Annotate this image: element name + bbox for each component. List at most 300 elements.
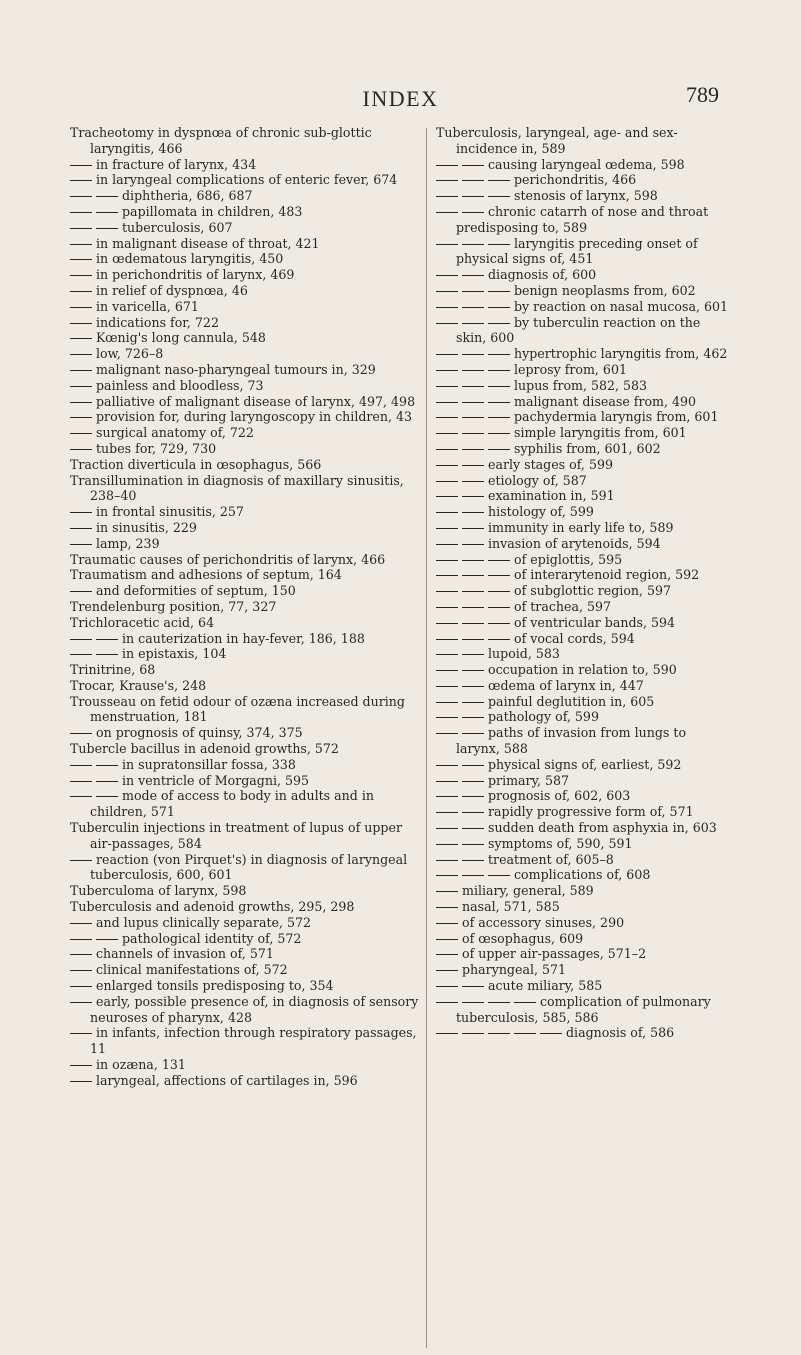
entry-text: early stages of, 599 — [488, 456, 613, 472]
index-subentry — [70, 188, 425, 204]
index-subentry — [70, 409, 425, 425]
entry-dash-leader — [436, 678, 488, 693]
entry-text: diagnosis of, 600 — [488, 267, 597, 283]
index-entry — [70, 473, 425, 505]
index-subentry — [70, 520, 425, 536]
entry-text: sudden death from asphyxia in, 603 — [488, 820, 717, 836]
entry-text: Tuberculosis and adenoid growths, 295, 298 — [70, 899, 355, 915]
entry-text: of vocal cords, 594 — [514, 630, 635, 646]
index-subentry — [70, 978, 425, 994]
entry-dash-leader — [70, 330, 96, 345]
index-subentry — [436, 204, 733, 236]
entry-text: in perichondritis of larynx, 469 — [96, 267, 295, 283]
index-entry — [70, 552, 425, 568]
entry-text: miliary, general, 589 — [462, 883, 594, 899]
entry-dash-leader — [70, 520, 96, 535]
entry-text: hypertrophic laryngitis from, 462 — [514, 346, 728, 362]
entry-dash-leader — [70, 583, 96, 598]
entry-text: lupus from, 582, 583 — [514, 377, 648, 393]
entry-text: examination in, 591 — [488, 488, 615, 504]
entry-dash-leader — [436, 283, 514, 298]
entry-text: immunity in early life to, 589 — [488, 519, 674, 535]
index-subentry — [436, 631, 733, 647]
entry-text: in epistaxis, 104 — [122, 646, 227, 662]
index-entry — [70, 567, 425, 583]
entry-text: in varicella, 671 — [96, 298, 199, 314]
entry-dash-leader — [70, 725, 96, 740]
index-entry — [70, 615, 425, 631]
entry-text: lamp, 239 — [96, 535, 160, 551]
entry-text: papillomata in children, 483 — [122, 203, 303, 219]
entry-text: Tubercle bacillus in adenoid growths, 572 — [70, 741, 339, 757]
index-subentry — [70, 299, 425, 315]
entry-text: simple laryngitis from, 601 — [514, 425, 687, 441]
entry-dash-leader — [70, 362, 96, 377]
entry-dash-leader — [436, 299, 514, 314]
entry-dash-leader — [70, 409, 96, 424]
index-subentry — [70, 236, 425, 252]
index-subentry — [436, 599, 733, 615]
index-subentry — [436, 441, 733, 457]
entry-text: surgical anatomy of, 722 — [96, 425, 254, 441]
entry-dash-leader — [436, 915, 462, 930]
entry-text: low, 726–8 — [96, 346, 164, 362]
index-subentry — [436, 978, 733, 994]
entry-text: laryngeal, affections of cartilages in, 596 — [96, 1072, 358, 1088]
entry-text: invasion of arytenoids, 594 — [488, 535, 661, 551]
index-subentry — [436, 267, 733, 283]
index-subentry — [70, 757, 425, 773]
entry-dash-leader — [436, 488, 488, 503]
entry-dash-leader — [70, 773, 122, 788]
entry-text: enlarged tonsils predisposing to, 354 — [96, 978, 334, 994]
index-column-left — [70, 125, 425, 1089]
entry-dash-leader — [436, 931, 462, 946]
entry-dash-leader — [70, 441, 96, 456]
index-entry — [70, 741, 425, 757]
entry-dash-leader — [70, 157, 96, 172]
entry-dash-leader — [436, 615, 514, 630]
entry-text: Tracheotomy in dyspnœa of chronic sub-glottic laryngitis, 466 — [70, 125, 372, 156]
index-subentry — [436, 504, 733, 520]
index-subentry — [70, 536, 425, 552]
entry-dash-leader — [436, 552, 514, 567]
index-subentry — [70, 962, 425, 978]
entry-text: of accessory sinuses, 290 — [462, 914, 625, 930]
entry-text: in relief of dyspnœa, 46 — [96, 282, 248, 298]
entry-dash-leader — [70, 267, 96, 282]
entry-dash-leader — [436, 409, 514, 424]
index-subentry — [70, 157, 425, 173]
index-subentry — [70, 220, 425, 236]
entry-text: diagnosis of, 586 — [566, 1025, 675, 1041]
index-entry — [70, 883, 425, 899]
entry-dash-leader — [70, 204, 122, 219]
entry-text: palliative of malignant disease of larynx, 497, 498 — [96, 393, 416, 409]
index-entry — [70, 820, 425, 852]
entry-dash-leader — [70, 220, 122, 235]
entry-text: Traumatism and adhesions of septum, 164 — [70, 567, 342, 583]
index-subentry — [70, 378, 425, 394]
index-subentry — [70, 631, 425, 647]
entry-dash-leader — [70, 346, 96, 361]
entry-text: in supratonsillar fossa, 338 — [122, 756, 296, 772]
page-number: 789 — [686, 82, 719, 107]
index-subentry — [70, 267, 425, 283]
entry-dash-leader — [436, 204, 488, 219]
index-subentry — [436, 615, 733, 631]
entry-text: complications of, 608 — [514, 867, 651, 883]
entry-text: syphilis from, 601, 602 — [514, 440, 661, 456]
entry-dash-leader — [436, 520, 488, 535]
entry-dash-leader — [70, 915, 96, 930]
index-subentry — [70, 788, 425, 820]
index-subentry — [70, 1057, 425, 1073]
entry-text: pharyngeal, 571 — [462, 962, 567, 978]
index-subentry — [436, 931, 733, 947]
entry-text: by tuberculin reaction on the skin, 600 — [456, 314, 701, 346]
entry-dash-leader — [436, 773, 488, 788]
entry-text: in ventricle of Morgagni, 595 — [122, 772, 310, 788]
entry-text: Trendelenburg position, 77, 327 — [70, 598, 277, 614]
entry-dash-leader — [436, 425, 514, 440]
entry-dash-leader — [70, 646, 122, 661]
entry-dash-leader — [436, 788, 488, 803]
entry-dash-leader — [436, 631, 514, 646]
entry-dash-leader — [436, 852, 488, 867]
entry-dash-leader — [436, 836, 488, 851]
index-subentry — [436, 962, 733, 978]
index-subentry — [70, 946, 425, 962]
index-subentry — [70, 773, 425, 789]
entry-text: channels of invasion of, 571 — [96, 946, 274, 962]
entry-text: stenosis of larynx, 598 — [514, 188, 658, 204]
entry-dash-leader — [436, 1025, 566, 1040]
entry-text: tubes for, 729, 730 — [96, 440, 217, 456]
entry-dash-leader — [70, 1073, 96, 1088]
entry-dash-leader — [70, 315, 96, 330]
entry-dash-leader — [70, 946, 96, 961]
index-subentry — [436, 994, 733, 1026]
column-divider — [426, 128, 427, 1348]
index-entry — [70, 899, 425, 915]
entry-dash-leader — [436, 394, 514, 409]
index-subentry — [436, 709, 733, 725]
index-subentry — [436, 725, 733, 757]
entry-text: laryngitis preceding onset of physical signs of, 451 — [456, 235, 698, 267]
index-subentry — [436, 346, 733, 362]
index-subentry — [70, 346, 425, 362]
entry-text: of subglottic region, 597 — [514, 583, 672, 599]
index-subentry — [436, 1025, 733, 1041]
index-subentry — [70, 504, 425, 520]
index-subentry — [436, 678, 733, 694]
index-subentry — [70, 852, 425, 884]
entry-dash-leader — [436, 662, 488, 677]
entry-dash-leader — [70, 504, 96, 519]
entry-text: pathological identity of, 572 — [122, 930, 302, 946]
entry-text: Tuberculin injections in treatment of lupus of upper air-passages, 584 — [70, 820, 402, 851]
entry-text: rapidly progressive form of, 571 — [488, 804, 694, 820]
entry-text: paths of invasion from lungs to larynx, 588 — [456, 725, 687, 757]
entry-dash-leader — [436, 267, 488, 282]
entry-dash-leader — [70, 394, 96, 409]
index-subentry — [70, 725, 425, 741]
entry-text: occupation in relation to, 590 — [488, 662, 677, 678]
entry-text: complication of pulmonary tuberculosis, 585, 586 — [456, 993, 711, 1025]
index-subentry — [70, 362, 425, 378]
entry-text: in œdematous laryngitis, 450 — [96, 251, 284, 267]
entry-dash-leader — [70, 425, 96, 440]
entry-text: malignant naso-pharyngeal tumours in, 329 — [96, 361, 376, 377]
index-subentry — [436, 567, 733, 583]
entry-dash-leader — [436, 172, 514, 187]
index-subentry — [436, 883, 733, 899]
entry-text: Trousseau on fetid odour of ozæna increased during menstruation, 181 — [70, 693, 405, 725]
entry-dash-leader — [436, 883, 462, 898]
entry-text: pachydermia laryngis from, 601 — [514, 409, 719, 425]
entry-text: Kœnig's long cannula, 548 — [96, 330, 266, 346]
index-subentry — [436, 946, 733, 962]
index-subentry — [436, 299, 733, 315]
entry-text: nasal, 571, 585 — [462, 899, 560, 915]
entry-text: etiology of, 587 — [488, 472, 587, 488]
entry-text: symptoms of, 590, 591 — [488, 835, 633, 851]
entry-dash-leader — [436, 315, 514, 330]
entry-text: clinical manifestations of, 572 — [96, 962, 288, 978]
entry-dash-leader — [436, 899, 462, 914]
entry-text: and lupus clinically separate, 572 — [96, 914, 312, 930]
page-title: INDEX — [362, 86, 439, 111]
entry-text: perichondritis, 466 — [514, 172, 637, 188]
entry-text: histology of, 599 — [488, 504, 594, 520]
entry-text: prognosis of, 602, 603 — [488, 788, 631, 804]
index-entry — [70, 694, 425, 726]
index-subentry — [436, 188, 733, 204]
entry-dash-leader — [436, 725, 488, 740]
index-subentry — [436, 315, 733, 347]
entry-dash-leader — [70, 378, 96, 393]
index-subentry — [70, 394, 425, 410]
entry-dash-leader — [436, 583, 514, 598]
entry-text: Tuberculoma of larynx, 598 — [70, 883, 247, 899]
entry-text: in fracture of larynx, 434 — [96, 156, 257, 172]
index-subentry — [436, 236, 733, 268]
entry-text: in laryngeal complications of enteric fever, 674 — [96, 172, 398, 188]
entry-text: tuberculosis, 607 — [122, 219, 233, 235]
entry-dash-leader — [436, 646, 488, 661]
entry-dash-leader — [70, 631, 122, 646]
index-subentry — [436, 488, 733, 504]
entry-dash-leader — [70, 536, 96, 551]
index-subentry — [70, 583, 425, 599]
index-column-right — [436, 125, 733, 1041]
index-subentry — [436, 820, 733, 836]
entry-text: in infants, infection through respiratory passages, 11 — [90, 1025, 417, 1057]
entry-dash-leader — [70, 1025, 96, 1040]
entry-text: and deformities of septum, 150 — [96, 583, 296, 599]
entry-dash-leader — [436, 804, 488, 819]
index-entry — [70, 662, 425, 678]
index-subentry — [436, 157, 733, 173]
entry-text: primary, 587 — [488, 772, 570, 788]
entry-dash-leader — [436, 867, 514, 882]
index-subentry — [70, 1073, 425, 1089]
entry-dash-leader — [436, 709, 488, 724]
entry-text: of trachea, 597 — [514, 598, 612, 614]
entry-text: Transillumination in diagnosis of maxillary sinusitis, 238–40 — [70, 472, 404, 504]
index-subentry — [436, 409, 733, 425]
entry-text: leprosy from, 601 — [514, 361, 627, 377]
entry-dash-leader — [70, 251, 96, 266]
index-subentry — [436, 394, 733, 410]
entry-text: benign neoplasms from, 602 — [514, 282, 696, 298]
entry-dash-leader — [436, 236, 514, 251]
entry-text: mode of access to body in adults and in children, 571 — [90, 788, 374, 820]
entry-dash-leader — [436, 978, 488, 993]
index-subentry — [70, 1025, 425, 1057]
entry-text: chronic catarrh of nose and throat predisposing to, 589 — [456, 203, 709, 235]
entry-text: in frontal sinusitis, 257 — [96, 504, 244, 520]
entry-text: in malignant disease of throat, 421 — [96, 235, 320, 251]
entry-dash-leader — [70, 978, 96, 993]
index-subentry — [436, 425, 733, 441]
entry-dash-leader — [70, 757, 122, 772]
index-subentry — [436, 852, 733, 868]
entry-text: œdema of larynx in, 447 — [488, 677, 644, 693]
entry-text: painful deglutition in, 605 — [488, 693, 655, 709]
entry-text: causing laryngeal œdema, 598 — [488, 156, 685, 172]
entry-text: on prognosis of quinsy, 374, 375 — [96, 725, 303, 741]
entry-text: malignant disease from, 490 — [514, 393, 697, 409]
entry-dash-leader — [436, 994, 540, 1009]
entry-dash-leader — [70, 852, 96, 867]
entry-text: in sinusitis, 229 — [96, 519, 197, 535]
index-subentry — [436, 788, 733, 804]
entry-text: Trocar, Krause's, 248 — [70, 677, 207, 693]
index-subentry — [436, 172, 733, 188]
entry-text: Traumatic causes of perichondritis of larynx, 466 — [70, 551, 386, 567]
entry-dash-leader — [436, 820, 488, 835]
index-subentry — [70, 204, 425, 220]
entry-dash-leader — [70, 188, 122, 203]
entry-dash-leader — [70, 283, 96, 298]
index-subentry — [70, 283, 425, 299]
index-subentry — [70, 994, 425, 1026]
entry-text: painless and bloodless, 73 — [96, 377, 264, 393]
entry-dash-leader — [70, 931, 122, 946]
entry-dash-leader — [436, 362, 514, 377]
entry-dash-leader — [70, 236, 96, 251]
index-subentry — [436, 473, 733, 489]
entry-text: by reaction on nasal mucosa, 601 — [514, 298, 729, 314]
entry-text: of interarytenoid region, 592 — [514, 567, 700, 583]
index-subentry — [436, 662, 733, 678]
entry-text: diphtheria, 686, 687 — [122, 188, 253, 204]
entry-text: pathology of, 599 — [488, 709, 599, 725]
index-subentry — [70, 251, 425, 267]
index-entry — [70, 125, 425, 157]
index-subentry — [436, 867, 733, 883]
page-header — [0, 82, 801, 116]
entry-text: indications for, 722 — [96, 314, 219, 330]
entry-dash-leader — [436, 504, 488, 519]
entry-text: Tuberculosis, laryngeal, age- and sex-incidence in, 589 — [436, 125, 678, 156]
entry-dash-leader — [70, 962, 96, 977]
entry-text: in ozæna, 131 — [96, 1057, 186, 1073]
entry-text: of œsophagus, 609 — [462, 930, 584, 946]
entry-dash-leader — [436, 378, 514, 393]
entry-dash-leader — [436, 694, 488, 709]
entry-dash-leader — [436, 946, 462, 961]
entry-dash-leader — [70, 788, 122, 803]
index-subentry — [70, 646, 425, 662]
index-subentry — [70, 441, 425, 457]
entry-dash-leader — [436, 441, 514, 456]
entry-dash-leader — [436, 473, 488, 488]
index-subentry — [436, 520, 733, 536]
index-subentry — [436, 457, 733, 473]
index-entry — [436, 125, 733, 157]
entry-text: in cauterization in hay-fever, 186, 188 — [122, 630, 365, 646]
entry-dash-leader — [436, 536, 488, 551]
index-subentry — [436, 552, 733, 568]
entry-dash-leader — [436, 188, 514, 203]
index-entry — [70, 599, 425, 615]
entry-text: Trinitrine, 68 — [70, 662, 156, 678]
entry-dash-leader — [436, 157, 488, 172]
entry-text: early, possible presence of, in diagnosis of sensory neuroses of pharynx, 428 — [90, 993, 419, 1025]
entry-dash-leader — [70, 1057, 96, 1072]
entry-text: of epiglottis, 595 — [514, 551, 623, 567]
index-subentry — [70, 315, 425, 331]
index-subentry — [70, 931, 425, 947]
entry-dash-leader — [436, 567, 514, 582]
index-subentry — [436, 757, 733, 773]
index-subentry — [436, 646, 733, 662]
entry-dash-leader — [436, 757, 488, 772]
entry-text: of upper air-passages, 571–2 — [462, 946, 647, 962]
entry-text: physical signs of, earliest, 592 — [488, 756, 682, 772]
entry-dash-leader — [436, 457, 488, 472]
index-subentry — [70, 330, 425, 346]
entry-dash-leader — [70, 172, 96, 187]
index-subentry — [70, 915, 425, 931]
index-subentry — [436, 378, 733, 394]
index-subentry — [70, 425, 425, 441]
index-subentry — [436, 536, 733, 552]
entry-text: Trichloracetic acid, 64 — [70, 614, 215, 630]
index-subentry — [436, 899, 733, 915]
index-subentry — [70, 172, 425, 188]
entry-dash-leader — [436, 346, 514, 361]
entry-dash-leader — [436, 962, 462, 977]
index-subentry — [436, 694, 733, 710]
entry-text: treatment of, 605–8 — [488, 851, 614, 867]
index-entry — [70, 457, 425, 473]
entry-dash-leader — [70, 994, 96, 1009]
index-subentry — [436, 583, 733, 599]
index-subentry — [436, 836, 733, 852]
index-subentry — [436, 283, 733, 299]
entry-text: reaction (von Pirquet's) in diagnosis of laryngeal tuberculosis, 600, 601 — [90, 851, 408, 883]
index-subentry — [436, 915, 733, 931]
entry-text: Traction diverticula in œsophagus, 566 — [70, 456, 322, 472]
index-subentry — [436, 362, 733, 378]
index-entry — [70, 678, 425, 694]
entry-dash-leader — [436, 599, 514, 614]
entry-text: acute miliary, 585 — [488, 978, 603, 994]
